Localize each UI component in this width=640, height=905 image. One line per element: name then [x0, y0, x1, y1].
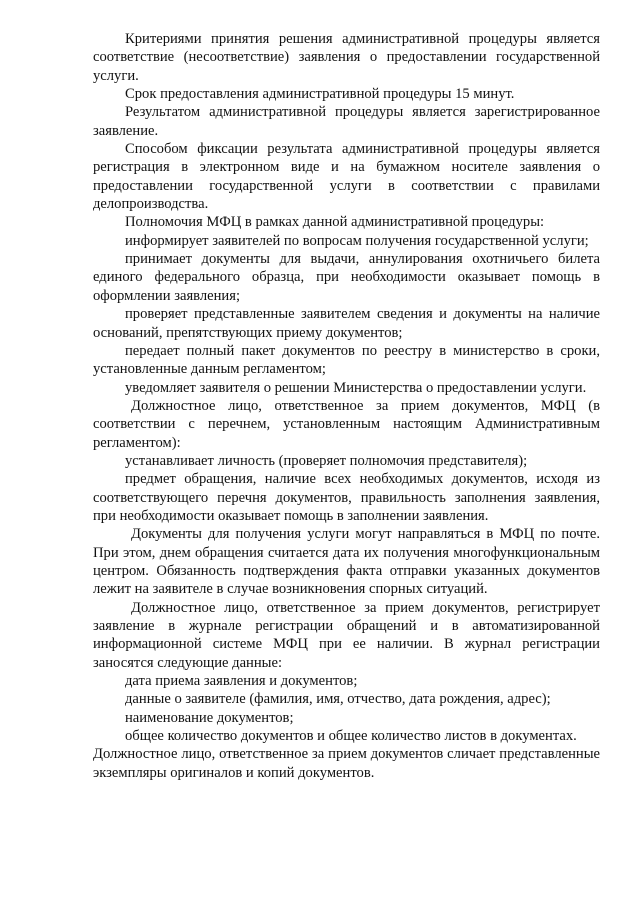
document-body — [93, 30, 600, 782]
list-item-reception-date: дата приема заявления и документов; — [125, 673, 358, 690]
list-item-checks-information: проверяет представленные заявителем сведения и документы на наличие оснований, препятствующих приему документов; — [93, 306, 600, 341]
paragraph-decision-criteria: Критериями принятия решения административной процедуры является соответствие (несоответствие) заявления о предоставлении государственной услуги. — [93, 31, 600, 84]
paragraph-result-fixation: Способом фиксации результата административной процедуры является регистрация в электронном виде и на бумажном носителе заявления о предоставлении государственной услуги в соответствии с правилами делопроизводства. — [93, 141, 600, 213]
list-item-identifies: устанавливает личность (проверяет полномочия представителя); — [125, 452, 528, 469]
paragraph-responsible-official: Должностное лицо, ответственное за прием документов, МФЦ (в соответствии с перечнем, установленным настоящим Административным регламентом): — [93, 397, 600, 451]
list-item-document-names: наименование документов; — [125, 709, 294, 726]
paragraph-service-term: Срок предоставления административной процедуры 15 минут. — [125, 86, 515, 103]
paragraph-verification: Должностное лицо, ответственное за прием документов сличает представленные экземпляры оригиналов и копий документов. — [93, 746, 600, 781]
list-item-transfers-package: передает полный пакет документов по реестру в министерство в сроки, установленные данным регламентом; — [93, 342, 600, 378]
paragraph-mfc-powers: Полномочия МФЦ в рамках данной административной процедуры: — [125, 214, 545, 231]
list-item-informs: информирует заявителей по вопросам получения государственной услуги; — [125, 232, 589, 249]
list-item-applicant-data: данные о заявителе (фамилия, имя, отчество, дата рождения, адрес); — [125, 691, 551, 708]
list-item-notifies-applicant: уведомляет заявителя о решении Министерства о предоставлении услуги. — [125, 379, 587, 396]
list-item-document-count: общее количество документов и общее количество листов в документах. — [125, 728, 577, 745]
paragraph-registration: Должностное лицо, ответственное за прием документов, регистрирует заявление в журнале регистрации обращений и в автоматизированной информационной системе МФЦ при ее наличии. В журнал регистрации заносятся следующие данные: — [93, 599, 600, 671]
paragraph-postal-documents: Документы для получения услуги могут направляться в МФЦ по почте. При этом, днем обращения считается дата их получения многофункциональным центром. Обязанность подтверждения факта отправки указанных документов лежит на заявителе в случае возникновения спорных ситуаций. — [93, 526, 600, 598]
list-item-accepts-documents: принимает документы для выдачи, аннулирования охотничьего билета единого федерального образца, при необходимости оказывает помощь в оформлении заявления; — [93, 251, 600, 304]
paragraph-procedure-result: Результатом административной процедуры является зарегистрированное заявление. — [93, 104, 600, 139]
list-item-subject-of-request: предмет обращения, наличие всех необходимых документов, исходя из соответствующего перечня документов, правильность заполнения заявления, при необходимости оказывает помощь в заполнении заявления. — [93, 471, 600, 524]
